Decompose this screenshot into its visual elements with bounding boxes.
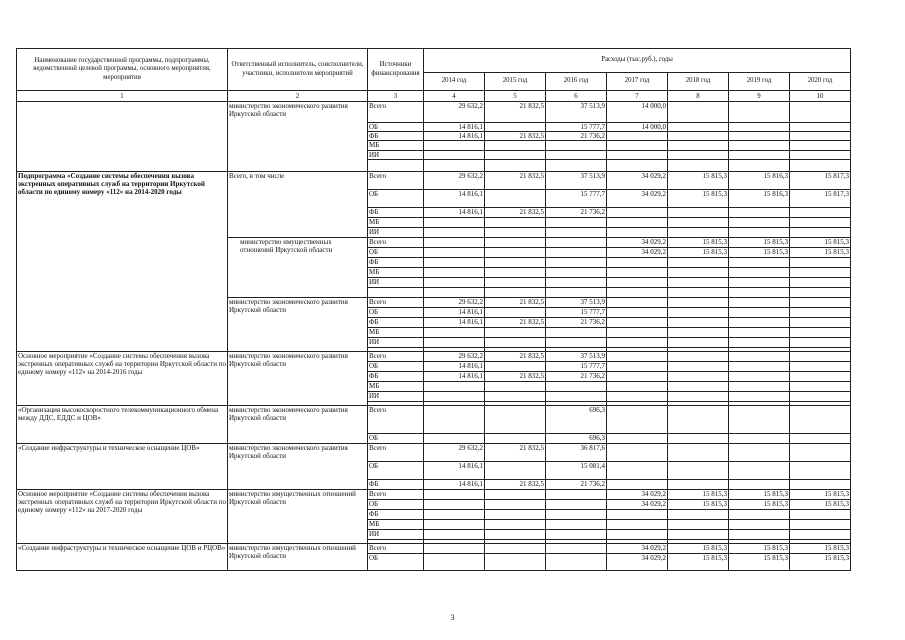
value-cell: 696,3	[546, 405, 607, 433]
value-cell: 37 513,9	[546, 297, 607, 307]
responsible-cell: министерство имущественных отношений Иркутской области	[228, 543, 368, 570]
value-cell: 15 816,3	[729, 189, 790, 207]
value-cell: 21 736,2	[546, 371, 607, 381]
value-cell: 15 815,3	[790, 499, 851, 509]
source-cell: ФБ	[368, 257, 424, 267]
responsible-cell: министерство экономического развития Иркутской области	[228, 297, 368, 351]
value-cell: 21 832,5	[485, 102, 546, 123]
header-year: 2018 год	[668, 73, 729, 91]
value-cell: 21 736,2	[546, 317, 607, 327]
value-cell: 15 815,3	[668, 489, 729, 499]
column-number: 1	[17, 91, 228, 102]
value-cell: 15 815,3	[668, 543, 729, 553]
measure-name: «Создание инфраструктуры и техническое оснащение ЦОВ»	[17, 443, 228, 489]
responsible-cell: министерство экономического развития Иркутской области	[228, 351, 368, 405]
responsible-cell: министерство экономического развития Иркутской области	[228, 102, 368, 172]
source-cell: ФБ	[368, 132, 424, 141]
source-cell: МБ	[368, 267, 424, 277]
measure-name: «Создание инфраструктуры и техническое оснащение ЦОВ и РЦОВ»	[17, 543, 228, 570]
value-cell: 14 816,1	[424, 132, 485, 141]
source-cell: ФБ	[368, 207, 424, 217]
value-cell: 15 815,3	[729, 543, 790, 553]
source-cell: МБ	[368, 141, 424, 150]
responsible-cell: министерство имущественных отношений Иркутской области	[228, 489, 368, 543]
source-cell: МБ	[368, 327, 424, 337]
value-cell: 34 029,2	[607, 489, 668, 499]
value-cell: 15 777,7	[546, 123, 607, 132]
header-year: 2017 год	[607, 73, 668, 91]
column-number: 7	[607, 91, 668, 102]
source-cell: Всего	[368, 489, 424, 499]
value-cell: 14 816,1	[424, 371, 485, 381]
value-cell: 37 513,9	[546, 102, 607, 123]
value-cell: 14 816,1	[424, 317, 485, 327]
header-year: 2016 год	[546, 73, 607, 91]
source-cell: ОБ	[368, 189, 424, 207]
measure-name: «Организация высокоскоростного телекоммуникационного обмена между ДДС, ЕДДС и ЦОВ»	[17, 405, 228, 443]
value-cell: 29 632,2	[424, 443, 485, 461]
value-cell: 15 815,3	[668, 171, 729, 189]
source-cell: ФБ	[368, 479, 424, 489]
column-number: 4	[424, 91, 485, 102]
value-cell: 36 817,6	[546, 443, 607, 461]
source-cell: ИИ	[368, 150, 424, 159]
value-cell: 21 736,2	[546, 132, 607, 141]
value-cell: 34 029,2	[607, 543, 668, 553]
value-cell: 29 632,2	[424, 102, 485, 123]
value-cell: 14 816,1	[424, 189, 485, 207]
source-cell: Всего	[368, 351, 424, 361]
value-cell: 14 816,1	[424, 123, 485, 132]
value-cell: 15 815,3	[729, 553, 790, 570]
value-cell: 34 029,2	[607, 553, 668, 570]
value-cell: 14 816,1	[424, 307, 485, 317]
value-cell: 15 815,3	[790, 247, 851, 257]
value-cell: 37 513,9	[546, 171, 607, 189]
value-cell: 21 832,5	[485, 479, 546, 489]
value-cell: 15 815,3	[790, 543, 851, 553]
source-cell: ОБ	[368, 433, 424, 443]
source-cell: ФБ	[368, 509, 424, 519]
source-cell: МБ	[368, 519, 424, 529]
value-cell: 15 815,3	[729, 247, 790, 257]
page-number: 3	[450, 613, 455, 622]
value-cell: 34 029,2	[607, 499, 668, 509]
column-number: 6	[546, 91, 607, 102]
source-cell: ОБ	[368, 499, 424, 509]
source-cell: ИИ	[368, 337, 424, 347]
source-cell: Всего	[368, 405, 424, 433]
value-cell: 15 815,3	[790, 553, 851, 570]
value-cell: 15 815,3	[668, 553, 729, 570]
value-cell: 15 777,7	[546, 361, 607, 371]
value-cell: 14 816,1	[424, 461, 485, 479]
value-cell: 21 736,2	[546, 207, 607, 217]
value-cell: 34 029,2	[607, 237, 668, 247]
source-cell: Всего	[368, 443, 424, 461]
responsible-cell: министерство экономического развития Иркутской области	[228, 405, 368, 443]
source-cell: ИИ	[368, 227, 424, 237]
source-cell: ИИ	[368, 529, 424, 539]
column-number: 8	[668, 91, 729, 102]
header-year: 2015 год	[485, 73, 546, 91]
header-responsible: Ответственный исполнитель, соисполнители, участники, исполнители мероприятий	[228, 49, 368, 91]
table-row	[17, 543, 851, 553]
value-cell: 21 832,5	[485, 351, 546, 361]
value-cell: 15 815,3	[729, 489, 790, 499]
value-cell: 21 832,5	[485, 371, 546, 381]
source-cell: ОБ	[368, 123, 424, 132]
source-cell: ИИ	[368, 277, 424, 287]
subprogram-name: Подпрограмма «Создание системы обеспечения вызова экстренных оперативных служб на территории Иркутской области по единому номеру «112» на 2014-2020 годы	[17, 171, 228, 351]
table-row	[17, 489, 851, 499]
table-row	[17, 102, 851, 123]
measure-name: Основное мероприятие «Создание системы обеспечения вызова экстренных оперативных служб на территории Иркутской области по единому номеру «112» на 2017-2020 годы	[17, 489, 228, 543]
value-cell: 21 832,5	[485, 297, 546, 307]
value-cell: 15 817,3	[790, 171, 851, 189]
value-cell: 29 632,2	[424, 351, 485, 361]
measure-name: Основное мероприятие «Создание системы обеспечения вызова экстренных оперативных служб на территории Иркутской области по единому номеру «112» на 2014-2016 годы	[17, 351, 228, 405]
value-cell: 34 029,2	[607, 189, 668, 207]
value-cell: 34 029,2	[607, 247, 668, 257]
value-cell: 21 832,5	[485, 132, 546, 141]
value-cell: 15 815,3	[668, 189, 729, 207]
value-cell: 37 513,9	[546, 351, 607, 361]
value-cell: 15 815,3	[668, 237, 729, 247]
value-cell: 15 815,3	[729, 237, 790, 247]
source-cell: Всего	[368, 237, 424, 247]
column-number: 3	[368, 91, 424, 102]
table-row	[17, 171, 851, 189]
value-cell: 15 815,3	[790, 237, 851, 247]
value-cell: 696,3	[546, 433, 607, 443]
value-cell: 29 632,2	[424, 297, 485, 307]
source-cell: ОБ	[368, 307, 424, 317]
source-cell: Всего	[368, 297, 424, 307]
header-expenses: Расходы (тыс.руб.), годы	[424, 49, 851, 73]
column-number: 2	[228, 91, 368, 102]
source-cell: Всего	[368, 543, 424, 553]
value-cell: 21 832,5	[485, 207, 546, 217]
header-year: 2020 год	[790, 73, 851, 91]
value-cell: 15 815,3	[790, 489, 851, 499]
responsible-cell: министерство экономического развития Иркутской области	[228, 443, 368, 489]
value-cell: 15 815,3	[668, 499, 729, 509]
source-cell: Всего	[368, 102, 424, 123]
header-year: 2014 год	[424, 73, 485, 91]
table-row	[17, 405, 851, 433]
value-cell: 14 816,1	[424, 479, 485, 489]
responsible-cell: Всего, в том числе	[228, 171, 368, 237]
source-cell: ФБ	[368, 371, 424, 381]
value-cell: 15 081,4	[546, 461, 607, 479]
source-cell: ОБ	[368, 361, 424, 371]
source-cell: ОБ	[368, 553, 424, 570]
value-cell: 21 832,5	[485, 171, 546, 189]
column-number: 9	[729, 91, 790, 102]
value-cell: 14 000,0	[607, 102, 668, 123]
value-cell: 14 816,1	[424, 207, 485, 217]
responsible-cell: министерство имущественных отношений Иркутской области	[228, 237, 368, 297]
source-cell: МБ	[368, 217, 424, 227]
value-cell: 21 832,5	[485, 317, 546, 327]
source-cell: ФБ	[368, 317, 424, 327]
value-cell: 21 736,2	[546, 479, 607, 489]
header-source: Источники финансирования	[368, 49, 424, 91]
value-cell: 15 817,3	[790, 189, 851, 207]
value-cell: 29 632,2	[424, 171, 485, 189]
source-cell: Всего	[368, 171, 424, 189]
value-cell: 15 815,3	[729, 499, 790, 509]
source-cell: ОБ	[368, 247, 424, 257]
header-year: 2019 год	[729, 73, 790, 91]
budget-table	[16, 48, 851, 571]
table-row	[17, 351, 851, 361]
source-cell: МБ	[368, 381, 424, 391]
column-number: 5	[485, 91, 546, 102]
column-number: 10	[790, 91, 851, 102]
value-cell: 14 000,0	[607, 123, 668, 132]
program-name-cell	[17, 102, 228, 172]
source-cell: ОБ	[368, 461, 424, 479]
value-cell: 21 832,5	[485, 443, 546, 461]
table-row	[17, 443, 851, 461]
source-cell: ИИ	[368, 391, 424, 401]
value-cell: 14 816,1	[424, 361, 485, 371]
value-cell: 15 816,3	[729, 171, 790, 189]
value-cell: 15 777,7	[546, 189, 607, 207]
value-cell: 34 029,2	[607, 171, 668, 189]
header-name: Наименование государственной программы, подпрограммы, ведомственной целевой программы, основного мероприятия, мероприятия	[17, 49, 228, 91]
value-cell: 15 815,3	[668, 247, 729, 257]
value-cell: 15 777,7	[546, 307, 607, 317]
